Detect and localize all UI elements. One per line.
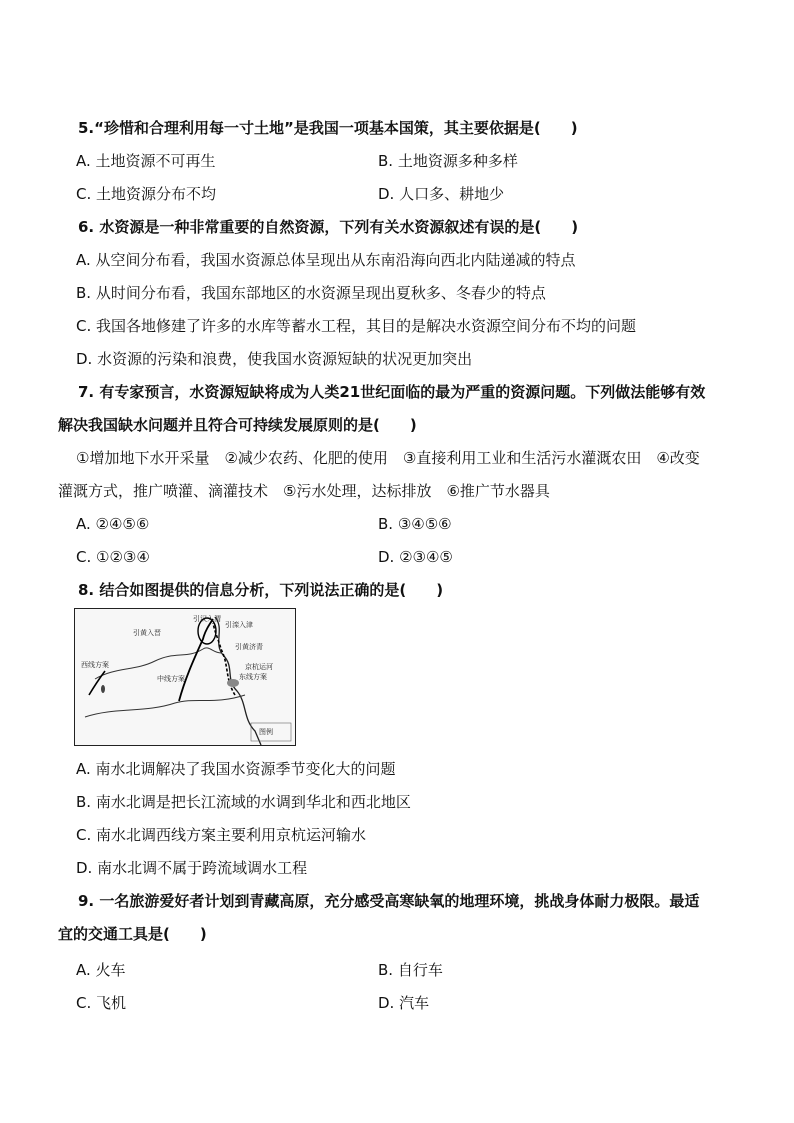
yangtze-river — [85, 695, 245, 717]
label-jinghang-canal: 京杭运河 — [245, 663, 273, 671]
q6-option-b[interactable]: B. 从时间分布看，我国东部地区的水资源呈现出夏秋多、冬春少的特点 — [76, 284, 546, 302]
south-north-water-diversion-map — [74, 608, 296, 746]
lake-mark — [227, 679, 239, 687]
question-7-stem-line2: 解决我国缺水问题并且符合可持续发展原则的是( ) — [58, 416, 417, 434]
question-7-items-line2: 灌溉方式，推广喷灌、滴灌技术 ⑤污水处理，达标排放 ⑥推广节水器具 — [58, 482, 550, 500]
question-8-stem: 8. 结合如图提供的信息分析，下列说法正确的是( ) — [78, 581, 444, 599]
label-yinhuang-rujin: 引黄入晋 — [133, 629, 161, 637]
label-yinhan-ruwei: 引汉入渭 — [193, 615, 221, 623]
q7-option-d[interactable]: D. ②③④⑤ — [378, 548, 453, 566]
q5-option-a[interactable]: A. 土地资源不可再生 — [76, 152, 216, 170]
q9-option-c[interactable]: C. 飞机 — [76, 994, 127, 1012]
q6-option-a[interactable]: A. 从空间分布看，我国水资源总体呈现出从东南沿海向西北内陆递减的特点 — [76, 251, 576, 269]
q7-option-b[interactable]: B. ③④⑤⑥ — [378, 515, 452, 533]
question-7-stem-line1: 7. 有专家预言，水资源短缺将成为人类21世纪面临的最为严重的资源问题。下列做法能够有效 — [78, 383, 706, 401]
q7-option-a[interactable]: A. ②④⑤⑥ — [76, 515, 150, 533]
q9-option-b[interactable]: B. 自行车 — [378, 961, 443, 979]
middle-route-line — [179, 619, 213, 701]
q9-option-d[interactable]: D. 汽车 — [378, 994, 430, 1012]
q8-option-a[interactable]: A. 南水北调解决了我国水资源季节变化大的问题 — [76, 760, 396, 778]
question-5-stem: 5.“珍惜和合理利用每一寸土地”是我国一项基本国策，其主要依据是( ) — [78, 119, 578, 137]
label-legend: 图例 — [259, 728, 273, 736]
q9-option-a[interactable]: A. 火车 — [76, 961, 126, 979]
q8-option-d[interactable]: D. 南水北调不属于跨流域调水工程 — [76, 859, 308, 877]
q5-option-b[interactable]: B. 土地资源多种多样 — [378, 152, 518, 170]
label-east-route: 东线方案 — [239, 673, 267, 681]
marker — [101, 685, 105, 693]
label-west-route: 西线方案 — [81, 661, 109, 669]
label-yinluan-rujin: 引滦入津 — [225, 621, 253, 629]
q5-option-c[interactable]: C. 土地资源分布不均 — [76, 185, 217, 203]
question-7-items-line1: ①增加地下水开采量 ②减少农药、化肥的使用 ③直接利用工业和生活污水灌溉农田 ④改变 — [76, 449, 700, 467]
label-yinhuang-jiqing: 引黄济青 — [235, 643, 263, 651]
question-9-stem-line1: 9. 一名旅游爱好者计划到青藏高原，充分感受高寒缺氧的地理环境，挑战身体耐力极限。最适 — [78, 892, 700, 910]
label-middle-route: 中线方案 — [157, 675, 185, 683]
q7-option-c[interactable]: C. ①②③④ — [76, 548, 150, 566]
q8-option-b[interactable]: B. 南水北调是把长江流域的水调到华北和西北地区 — [76, 793, 411, 811]
q5-option-d[interactable]: D. 人口多、耕地少 — [378, 185, 505, 203]
question-6-stem: 6. 水资源是一种非常重要的自然资源，下列有关水资源叙述有误的是( ) — [78, 218, 579, 236]
question-9-stem-line2: 宜的交通工具是( ) — [58, 925, 207, 943]
q8-option-c[interactable]: C. 南水北调西线方案主要利用京杭运河输水 — [76, 826, 367, 844]
q6-option-c[interactable]: C. 我国各地修建了许多的水库等蓄水工程，其目的是解决水资源空间分布不均的问题 — [76, 317, 637, 335]
q6-option-d[interactable]: D. 水资源的污染和浪费，使我国水资源短缺的状况更加突出 — [76, 350, 473, 368]
